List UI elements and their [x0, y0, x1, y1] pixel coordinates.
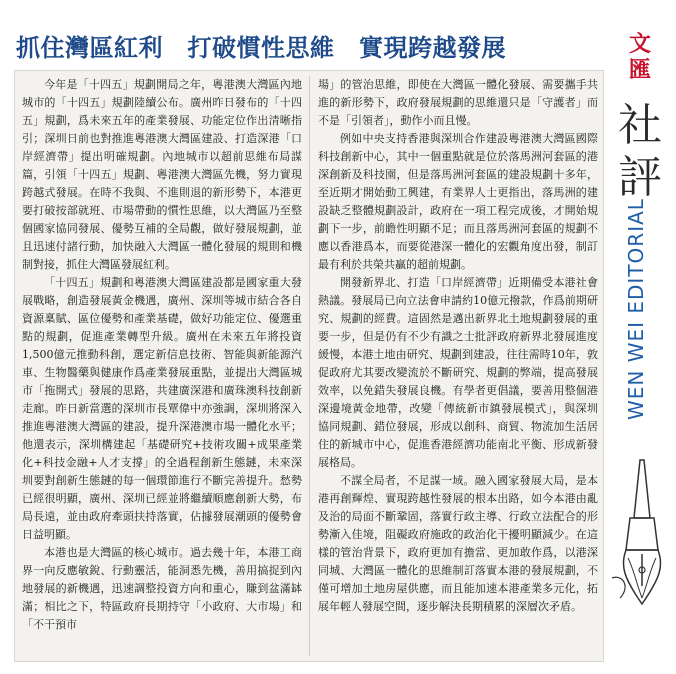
paragraph: 例如中央支持香港與深圳合作建設粵港澳大灣區國際科技創新中心，其中一個重點就是位於落馬洲河套區的港深創新及科技園，但是落馬洲河套區的建設規劃十多年，至近期才開始動工興建，有業界人士更指出，落馬洲的建設缺乏整體規劃設計，政府在一項工程完成後，才開始規劃下一步，前瞻性明顯不足；而且落馬洲河套區的規劃不應以香港爲本，而要從港深一體化的宏觀角度出發，制訂最有利於共榮共贏的超前規劃。 — [318, 132, 598, 271]
paragraph: 不謀全局者，不足謀一域。融入國家發展大局，是本港再創輝煌、實現跨越性發展的根本出路，如今本港由亂及治的局面不斷鞏固，落實行政主導、行政立法配合的形勢漸入佳境，阻礙政府施政的政治化干擾明顯減少。在這樣的管治背景下，政府更加有擔當、更加敢作爲，以港深同城、大灣區一體化的思維制訂落實本港的發展規劃，不僅可增加土地房屋供應，而且能加速本港產業多元化，拓展年輕人發展空間，逐步解決長期積累的深層次矛盾。 — [318, 474, 598, 613]
paragraph: 開發新界北、打造「口岸經濟帶」近期備受本港社會熱議。發展局已向立法會申請約10億元撥款，作爲前期研究、規劃的經費。這固然是邁出新界北土地規劃發展的重要一步，但是仍有不少有識之士批評政府新界北發展進度緩慢，本港土地由研究、規劃到建設，往往需時10年，敦促政府尤其要改變流於不斷研究、規劃的弊端，提高發展效率，以免錯失發展良機。有學者更倡議，要善用整個港深邊境黃金地帶，改變「傳統新市鎮發展模式」，與深圳協同規劃、錯位發展，形成以創科、商貿、物流加生活居住的新城市中心，促進香港經濟功能南北平衡、形成新發展格局。 — [318, 276, 598, 469]
column-divider — [309, 76, 310, 656]
paragraph: 今年是「十四五」規劃開局之年，粵港澳大灣區內地城市的「十四五」規劃陸續公布。廣州昨日發布的「十四五」規劃，爲未來五年的產業發展、功能定位作出清晰指引；深圳日前也對推進粵港澳大灣區建設、打造深港「口岸經濟帶」提出明確規劃。內地城市以超前思維布局謀篇，引領「十四五」規劃、粵港澳大灣區先機，努力實現跨越式發展。在時不我與、不進則退的新形勢下，本港更要打破按部就班、市場帶動的慣性思維，以大灣區乃至整個國家協同發展、優勢互補的全局觀，做好發展規劃，並且迅速付諸行動，加快融入大灣區一體化發展的規則和機制對接，抓住大灣區發展紅利。 — [22, 78, 302, 271]
fountain-pen-icon — [610, 458, 674, 608]
left-column — [22, 76, 302, 658]
article-body — [22, 76, 598, 658]
paragraph: 「十四五」規劃和粵港澳大灣區建設都是國家重大發展戰略，創造發展黃金機遇，廣州、深圳等城市結合各自資源稟賦、區位優勢和產業基礎，做好功能定位、優選重點的規劃，促進產業轉型升級。廣州在未來五年將投資1,500億元推動科創，選定新信息技術、智能與新能源汽車、生物醫藥與健康作爲產業發展重點，並提出大灣區城市「拖開式」發展的思路，共建廣深港和廣珠澳科技創新走廊。昨日新當選的深圳市長覃偉中亦強調，深圳將深入推進粵港澳大灣區的建設，提升深港澳市場一體化水平；他還表示，深圳構建起「基礎研究+技術攻關+成果產業化+科技金融+人才支撐」的全過程創新生態鏈，未來深圳要對創新生態鏈的每一個環節進行不斷完善提升。愁勢已經很明顯，廣州、深圳已經並將繼續順應創新大勢，布局長遠，並由政府牽頭扶持落實，佔據發展潮頭的優勢會日益明顯。 — [22, 276, 302, 541]
english-section-title: WEN WEI EDITORIAL — [624, 198, 648, 420]
masthead — [610, 28, 670, 668]
right-column — [318, 76, 598, 658]
section-title: 社 評 — [618, 100, 662, 203]
wen-wei-logo: 文 匯 — [628, 32, 651, 83]
headline: 抓住灣區紅利 打破慣性思維 實現跨越發展 — [16, 34, 506, 62]
paragraph: 本港也是大灣區的核心城市。過去幾十年，本港工商界一向反應敏銳、行動靈活，能洞悉先機，善用搞捉到內地發展的新機遇，迅速調整投資方向和重心，賺到盆滿缽滿；相比之下，特區政府長期持守「小政府、大市場」和「不干預市 — [22, 546, 302, 631]
paragraph: 場」的管治思維，即使在大灣區一體化發展、需要攜手共進的新形勢下，政府發展規劃的思維還只是「守護者」而不是「引領者」，動作小而且慢。 — [318, 78, 598, 127]
